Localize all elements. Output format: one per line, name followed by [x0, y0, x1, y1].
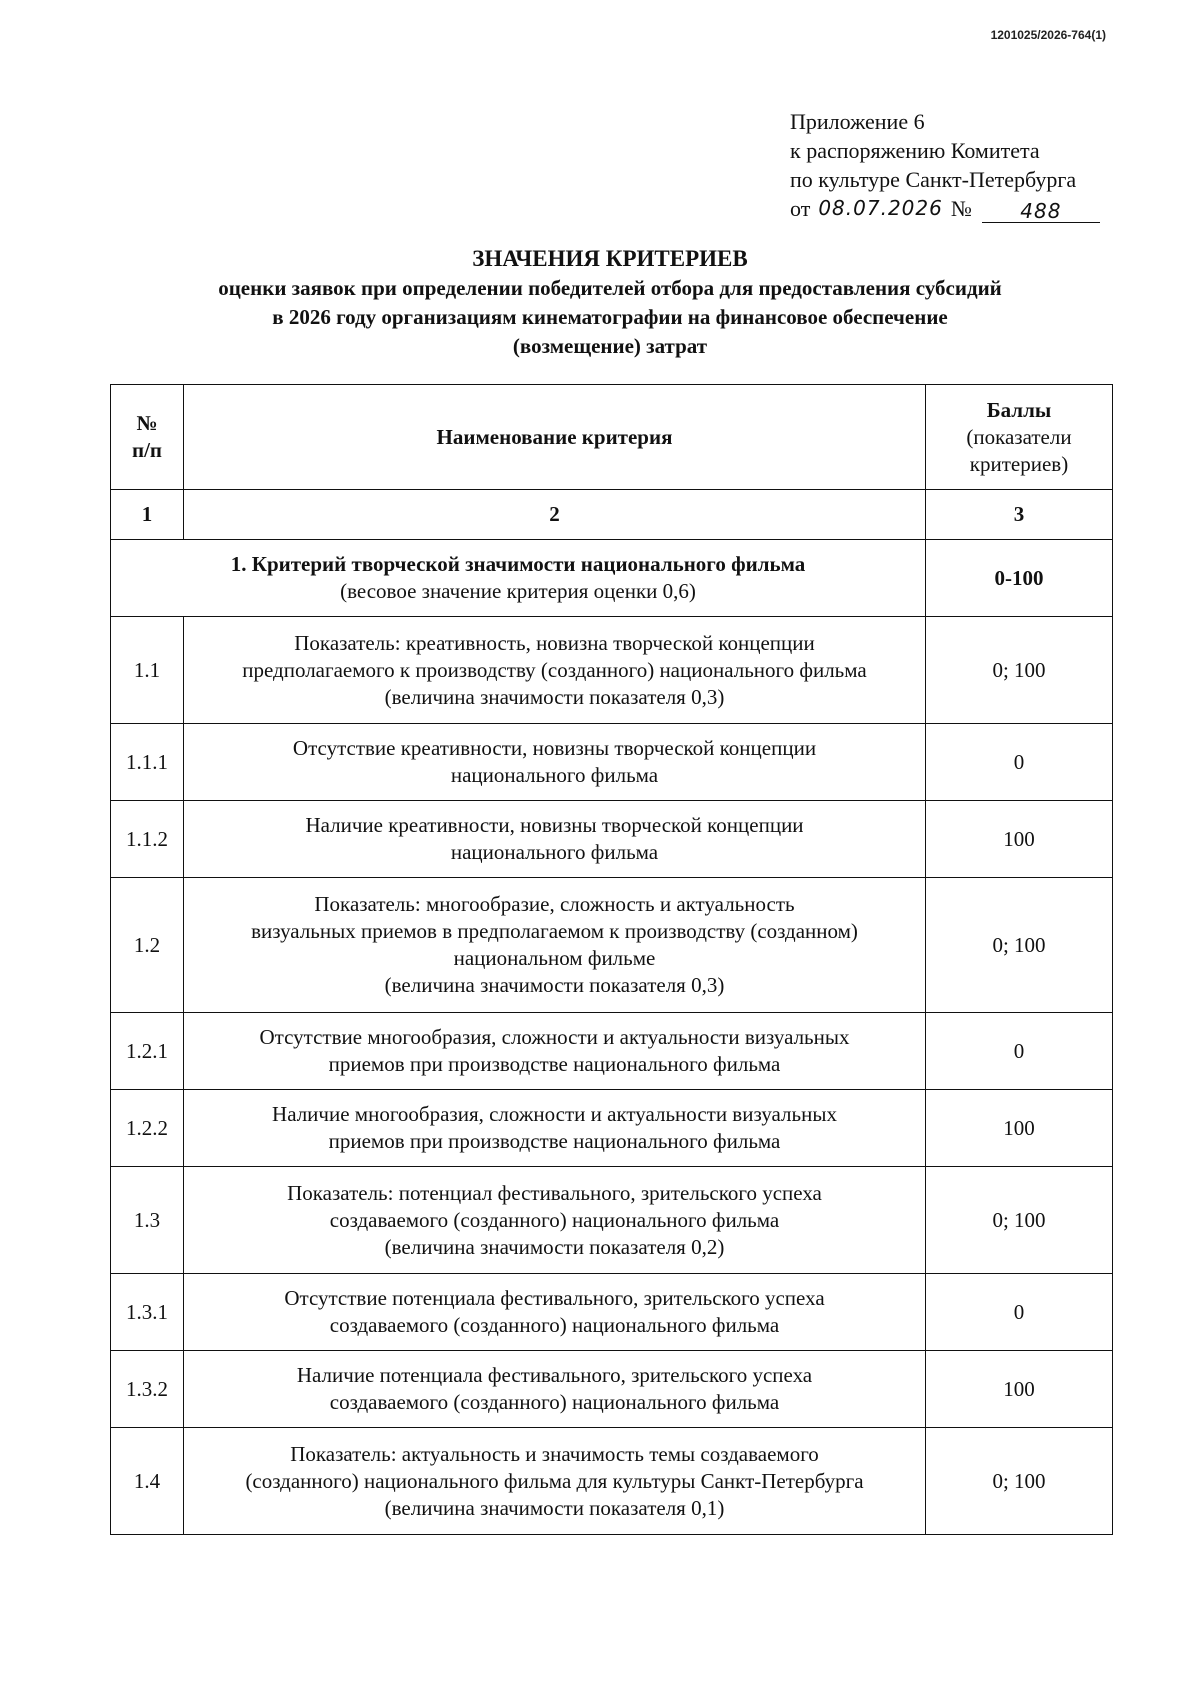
criteria-table: [110, 384, 1113, 1535]
header-points-line-1: Баллы: [986, 397, 1052, 422]
section-weight: (весовое значение критерия оценки 0,6): [340, 579, 696, 603]
row-points: 100: [926, 1351, 1113, 1428]
column-number-3: 3: [926, 490, 1113, 540]
appendix-date-number-line: [790, 194, 1100, 223]
column-number-row: [111, 490, 1113, 540]
row-number: 1.1: [111, 617, 184, 724]
row-points: 0; 100: [926, 1428, 1113, 1535]
appendix-line-3: по культуре Санкт-Петербурга: [790, 167, 1077, 192]
table-row: [111, 617, 1113, 724]
title-main: ЗНАЧЕНИЯ КРИТЕРИЕВ: [472, 246, 748, 271]
row-number: 1.3.2: [111, 1351, 184, 1428]
row-criterion: [184, 878, 926, 1013]
row-criterion: [184, 617, 926, 724]
appendix-block: [790, 107, 1100, 223]
row-points: 0; 100: [926, 1167, 1113, 1274]
table-row: [111, 1090, 1113, 1167]
row-number: 1.2: [111, 878, 184, 1013]
criterion-text-line: Показатель: многообразие, сложность и актуальность: [314, 892, 795, 916]
criterion-text-line: Показатель: актуальность и значимость темы создаваемого: [290, 1441, 819, 1466]
row-criterion: [184, 801, 926, 878]
section-row: [111, 540, 1113, 617]
criterion-text-line: Наличие многообразия, сложности и актуальности визуальных: [272, 1102, 837, 1126]
table-row: [111, 801, 1113, 878]
criterion-text-line: Отсутствие потенциала фестивального, зрительского успеха: [284, 1286, 825, 1310]
column-number-1: 1: [111, 490, 184, 540]
row-points: 0: [926, 1274, 1113, 1351]
section-title-cell: [111, 540, 926, 617]
criterion-text-line: Отсутствие креативности, новизны творческой концепции: [292, 736, 817, 760]
title-line-4: (возмещение) затрат: [512, 334, 708, 358]
criterion-text-line: предполагаемого к производству (созданного) национального фильма: [242, 657, 867, 682]
row-number: 1.3.1: [111, 1274, 184, 1351]
row-number: 1.2.2: [111, 1090, 184, 1167]
criterion-text-line: (величина значимости показателя 0,1): [384, 1495, 725, 1520]
criterion-text-line: (величина значимости показателя 0,2): [384, 1234, 725, 1259]
row-number: 1.2.1: [111, 1013, 184, 1090]
header-num-line-2: п/п: [131, 438, 163, 462]
criterion-text-line: Наличие креативности, новизны творческой концепции: [305, 813, 804, 837]
criterion-text-line: (величина значимости показателя 0,3): [384, 684, 725, 709]
row-points: 0: [926, 724, 1113, 801]
row-points: 0; 100: [926, 617, 1113, 724]
header-points-line-3: критериев): [969, 451, 1069, 476]
criterion-text-line: создаваемого (созданного) национального фильма: [329, 1390, 780, 1414]
row-number: 1.3: [111, 1167, 184, 1274]
table-row: [111, 1274, 1113, 1351]
document-id: 1201025/2026-764(1): [990, 28, 1106, 42]
row-criterion: [184, 1167, 926, 1274]
header-name-cell: Наименование критерия: [184, 385, 926, 490]
criterion-text-line: Показатель: потенциал фестивального, зрительского успеха: [287, 1180, 822, 1205]
row-criterion: [184, 1013, 926, 1090]
handwritten-number: 488: [982, 200, 1100, 223]
column-number-2: 2: [184, 490, 926, 540]
row-criterion: [184, 1090, 926, 1167]
criterion-text-line: создаваемого (созданного) национального фильма: [329, 1207, 780, 1232]
handwritten-date: 08.07.2026: [818, 196, 943, 220]
criterion-text-line: создаваемого (созданного) национального фильма: [329, 1313, 780, 1337]
document-title: [110, 244, 1110, 361]
criterion-text-line: национального фильма: [450, 763, 659, 787]
table-row: [111, 1167, 1113, 1274]
row-points: 100: [926, 801, 1113, 878]
row-number: 1.4: [111, 1428, 184, 1535]
title-line-3: в 2026 году организациям кинематографии на финансовое обеспечение: [272, 305, 948, 329]
row-criterion: [184, 1428, 926, 1535]
criterion-text-line: приемов при производстве национального фильма: [328, 1129, 781, 1153]
title-line-2: оценки заявок при определении победителей отбора для предоставления субсидий: [218, 276, 1002, 300]
criterion-text-line: Отсутствие многообразия, сложности и актуальности визуальных: [259, 1025, 850, 1049]
criterion-text-line: национальном фильме: [453, 946, 656, 970]
header-num-cell: [111, 385, 184, 490]
row-points: 0; 100: [926, 878, 1113, 1013]
appendix-line-2: к распоряжению Комитета: [790, 138, 1040, 163]
row-criterion: [184, 1351, 926, 1428]
section-points: 0-100: [926, 540, 1113, 617]
from-label: от: [790, 196, 811, 221]
appendix-line-1: Приложение 6: [790, 109, 925, 134]
criterion-text-line: Показатель: креативность, новизна творческой концепции: [294, 630, 815, 655]
row-number: 1.1.1: [111, 724, 184, 801]
table-row: [111, 724, 1113, 801]
table-row: [111, 878, 1113, 1013]
header-points-line-2: (показатели: [966, 424, 1072, 449]
criterion-text-line: национального фильма: [450, 840, 659, 864]
criterion-text-line: Наличие потенциала фестивального, зрительского успеха: [296, 1363, 813, 1387]
row-criterion: [184, 1274, 926, 1351]
criterion-text-line: (созданного) национального фильма для культуры Санкт-Петербурга: [245, 1468, 864, 1493]
header-num-line-1: №: [136, 411, 158, 435]
row-points: 0: [926, 1013, 1113, 1090]
criterion-text-line: приемов при производстве национального фильма: [328, 1052, 781, 1076]
table-row: [111, 1013, 1113, 1090]
criterion-text-line: (величина значимости показателя 0,3): [384, 973, 725, 997]
row-number: 1.1.2: [111, 801, 184, 878]
table-row: [111, 1428, 1113, 1535]
criteria-rows: [111, 617, 1113, 1535]
row-criterion: [184, 724, 926, 801]
row-points: 100: [926, 1090, 1113, 1167]
number-label: №: [950, 196, 972, 221]
table-header-row: [111, 385, 1113, 490]
header-points-cell: [926, 385, 1113, 490]
section-title: 1. Критерий творческой значимости национального фильма: [230, 552, 806, 576]
table-row: [111, 1351, 1113, 1428]
criterion-text-line: визуальных приемов в предполагаемом к производству (созданном): [251, 919, 858, 943]
